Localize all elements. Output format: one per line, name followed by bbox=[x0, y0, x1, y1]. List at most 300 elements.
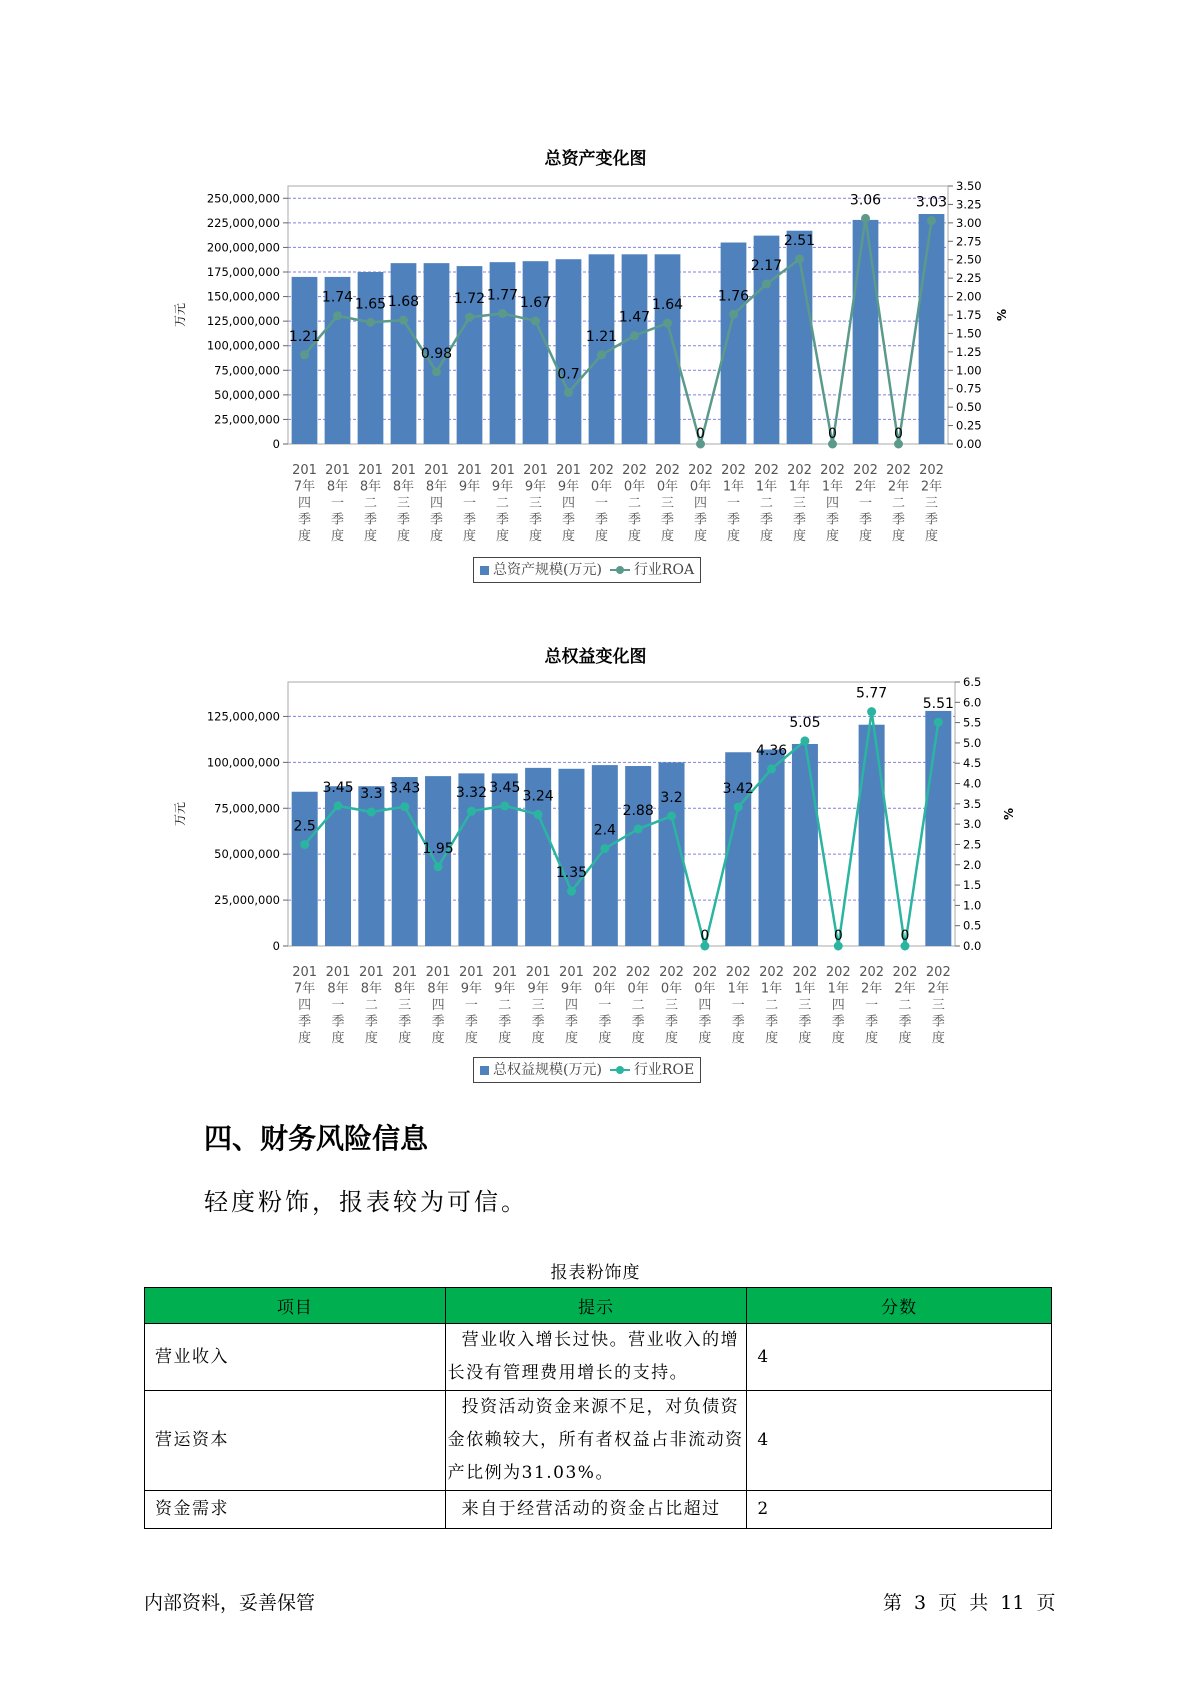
line-point bbox=[634, 825, 643, 834]
y2-tick-label: 2.5 bbox=[963, 837, 982, 852]
line-point bbox=[729, 310, 738, 319]
x-tick-label: 季 bbox=[598, 1014, 612, 1030]
line-point bbox=[734, 803, 743, 812]
x-tick-label: 度 bbox=[898, 1031, 912, 1046]
x-tick-label: 9年 bbox=[494, 981, 516, 997]
x-tick-label: 季 bbox=[297, 512, 312, 528]
y2-tick-label: 0.75 bbox=[956, 381, 982, 396]
x-tick-label: 度 bbox=[891, 529, 906, 544]
data-label: 3.45 bbox=[322, 779, 354, 796]
data-label: 5.05 bbox=[789, 714, 821, 731]
x-tick-label: 1年 bbox=[821, 479, 844, 495]
y-axis-title: 万元 bbox=[173, 302, 187, 328]
line-point bbox=[500, 801, 509, 810]
x-tick-label: 8年 bbox=[327, 981, 349, 997]
line-point bbox=[861, 214, 870, 223]
line-point bbox=[762, 280, 771, 289]
x-tick-label: 度 bbox=[429, 529, 444, 544]
x-tick-label: 二 bbox=[495, 496, 510, 511]
x-tick-label: 201 bbox=[392, 965, 418, 980]
section-paragraph: 轻度粉饰，报表较为可信。 bbox=[204, 1188, 528, 1216]
y2-tick-label: 0.0 bbox=[963, 939, 982, 953]
x-tick-label: 一 bbox=[858, 496, 873, 511]
x-tick-label: 季 bbox=[561, 512, 576, 528]
x-tick-label: 季 bbox=[528, 512, 543, 528]
line-point bbox=[934, 718, 943, 727]
y-tick-label: 75,000,000 bbox=[214, 363, 280, 378]
x-tick-label: 一 bbox=[462, 496, 477, 511]
x-tick-label: 季 bbox=[495, 512, 510, 528]
x-tick-label: 201 bbox=[523, 463, 548, 478]
data-label: 1.21 bbox=[585, 328, 618, 345]
y-tick-label: 125,000,000 bbox=[206, 709, 280, 724]
x-tick-label: 季 bbox=[665, 1014, 679, 1030]
x-tick-label: 季 bbox=[498, 1014, 512, 1030]
chart-total-equity bbox=[0, 668, 1191, 1058]
table-cell-score: 4 bbox=[747, 1391, 1052, 1491]
data-label: 0 bbox=[696, 426, 705, 442]
x-tick-label: 季 bbox=[464, 1014, 478, 1030]
x-tick-label: 季 bbox=[759, 512, 774, 528]
chart-title-total-equity: 总权益变化图 bbox=[544, 647, 647, 667]
x-tick-label: 季 bbox=[429, 512, 444, 528]
x-tick-label: 一 bbox=[331, 998, 345, 1013]
y2-tick-label: 1.5 bbox=[963, 878, 982, 893]
y-tick-label: 175,000,000 bbox=[206, 265, 280, 279]
x-tick-label: 一 bbox=[330, 496, 345, 511]
data-label: 1.76 bbox=[717, 288, 750, 305]
x-tick-label: 202 bbox=[892, 965, 918, 980]
table-header-row bbox=[145, 1288, 1052, 1324]
x-tick-label: 四 bbox=[693, 496, 708, 511]
x-tick-label: 1年 bbox=[727, 981, 749, 997]
y2-tick-label: 1.00 bbox=[956, 363, 982, 378]
x-tick-label: 202 bbox=[692, 965, 718, 980]
y2-tick-label: 0.5 bbox=[963, 918, 982, 933]
x-tick-label: 202 bbox=[754, 463, 779, 478]
table-row bbox=[145, 1491, 1052, 1529]
x-tick-label: 9年 bbox=[527, 981, 549, 997]
table-cell-hint: 来自于经营活动的资金占比超过 bbox=[445, 1491, 747, 1529]
x-tick-label: 0年 bbox=[590, 479, 613, 495]
data-label: 2.4 bbox=[593, 822, 616, 839]
bar bbox=[592, 765, 618, 946]
legend-label-total-assets: 总资产规模(万元) bbox=[493, 562, 602, 578]
line-point bbox=[795, 254, 804, 263]
x-tick-label: 201 bbox=[425, 965, 451, 980]
x-tick-label: 季 bbox=[431, 1014, 445, 1030]
x-tick-label: 度 bbox=[297, 529, 312, 544]
x-tick-label: 度 bbox=[330, 529, 345, 544]
y-tick-label: 75,000,000 bbox=[214, 801, 280, 816]
y2-tick-label: 2.25 bbox=[956, 271, 982, 286]
table-caption: 报表粉饰度 bbox=[550, 1263, 641, 1283]
y2-axis-title: % bbox=[995, 308, 1009, 322]
data-label: 1.77 bbox=[486, 287, 519, 304]
x-tick-label: 度 bbox=[364, 1031, 378, 1046]
x-tick-label: 度 bbox=[462, 529, 477, 544]
x-tick-label: 9年 bbox=[491, 479, 514, 495]
x-tick-label: 202 bbox=[589, 463, 614, 478]
y2-tick-label: 4.5 bbox=[963, 756, 982, 771]
x-tick-label: 二 bbox=[759, 496, 774, 511]
x-tick-label: 季 bbox=[831, 1014, 845, 1030]
x-tick-label: 201 bbox=[492, 965, 518, 980]
x-tick-label: 四 bbox=[431, 998, 445, 1013]
x-tick-label: 二 bbox=[364, 998, 378, 1013]
table-header-hint: 提示 bbox=[445, 1288, 747, 1324]
x-tick-label: 季 bbox=[798, 1014, 812, 1030]
bar bbox=[853, 220, 879, 444]
x-tick-label: 9年 bbox=[524, 479, 547, 495]
line-point bbox=[465, 313, 474, 322]
data-label: 3.43 bbox=[389, 780, 421, 797]
x-tick-label: 度 bbox=[765, 1031, 779, 1046]
data-label: 0 bbox=[894, 426, 903, 442]
x-tick-label: 8年 bbox=[425, 479, 448, 495]
data-label: 2.51 bbox=[783, 232, 816, 249]
x-tick-label: 202 bbox=[592, 965, 618, 980]
x-tick-label: 季 bbox=[693, 512, 708, 528]
bar bbox=[292, 277, 318, 444]
bar bbox=[859, 725, 885, 946]
line-point bbox=[399, 316, 408, 325]
y2-tick-label: 4.0 bbox=[963, 776, 982, 791]
y2-tick-label: 2.75 bbox=[956, 234, 982, 249]
line-point bbox=[467, 807, 476, 816]
data-label: 3.32 bbox=[455, 785, 488, 802]
x-tick-label: 四 bbox=[698, 998, 712, 1013]
y2-tick-label: 1.50 bbox=[956, 326, 982, 341]
table-cell-hint: 营业收入增长过快。营业收入的增长没有管理费用增长的支持。 bbox=[445, 1324, 747, 1391]
y2-tick-label: 3.25 bbox=[956, 197, 982, 212]
table-row bbox=[145, 1391, 1052, 1491]
legend-label-roe: 行业ROE bbox=[633, 1062, 695, 1078]
x-tick-label: 度 bbox=[924, 529, 939, 544]
x-tick-label: 度 bbox=[865, 1031, 879, 1046]
x-tick-label: 202 bbox=[919, 463, 944, 478]
x-tick-label: 202 bbox=[625, 965, 651, 980]
x-tick-label: 季 bbox=[858, 512, 873, 528]
data-label: 0.98 bbox=[420, 345, 453, 362]
x-tick-label: 1年 bbox=[722, 479, 745, 495]
y2-tick-label: 0.50 bbox=[956, 400, 982, 415]
x-tick-label: 2年 bbox=[860, 981, 883, 997]
line-point bbox=[432, 367, 441, 376]
x-tick-label: 201 bbox=[358, 463, 383, 478]
data-label: 0.7 bbox=[557, 366, 580, 383]
data-label: 1.35 bbox=[555, 865, 588, 882]
x-tick-label: 202 bbox=[792, 965, 818, 980]
x-tick-label: 201 bbox=[358, 965, 384, 980]
line-point bbox=[534, 810, 543, 819]
x-tick-label: 度 bbox=[731, 1031, 745, 1046]
x-tick-label: 季 bbox=[660, 512, 675, 528]
x-tick-label: 201 bbox=[292, 965, 318, 980]
y2-tick-label: 0.25 bbox=[956, 418, 982, 433]
line-point bbox=[300, 840, 309, 849]
y-tick-label: 100,000,000 bbox=[206, 338, 280, 353]
y-tick-label: 0 bbox=[272, 437, 280, 451]
data-label: 3.42 bbox=[722, 781, 754, 798]
data-label: 1.74 bbox=[321, 289, 354, 306]
data-label: 3.06 bbox=[849, 192, 882, 209]
x-tick-label: 1年 bbox=[755, 479, 778, 495]
bar bbox=[556, 259, 582, 444]
y2-tick-label: 3.50 bbox=[956, 179, 982, 193]
x-tick-label: 季 bbox=[398, 1014, 412, 1030]
x-tick-label: 四 bbox=[297, 496, 312, 511]
section-heading: 四、财务风险信息 bbox=[204, 1122, 429, 1155]
x-tick-label: 202 bbox=[787, 463, 812, 478]
data-label: 3.03 bbox=[915, 194, 948, 211]
x-tick-label: 2年 bbox=[920, 479, 943, 495]
x-tick-label: 季 bbox=[891, 512, 906, 528]
data-label: 0 bbox=[900, 928, 910, 944]
data-label: 1.72 bbox=[453, 291, 486, 308]
bar bbox=[721, 243, 747, 444]
x-tick-label: 季 bbox=[631, 1014, 645, 1030]
x-tick-label: 四 bbox=[429, 496, 444, 511]
x-tick-label: 季 bbox=[924, 512, 939, 528]
x-tick-label: 四 bbox=[831, 998, 845, 1013]
x-tick-label: 2年 bbox=[927, 981, 949, 997]
x-tick-label: 季 bbox=[898, 1014, 912, 1030]
x-tick-label: 8年 bbox=[359, 479, 382, 495]
x-tick-label: 202 bbox=[622, 463, 647, 478]
y-tick-label: 50,000,000 bbox=[214, 847, 280, 862]
y-tick-label: 150,000,000 bbox=[206, 289, 280, 304]
y2-tick-label: 3.5 bbox=[963, 796, 982, 811]
y2-tick-label: 1.0 bbox=[963, 898, 982, 913]
x-tick-label: 度 bbox=[298, 1031, 312, 1046]
x-tick-label: 一 bbox=[726, 496, 741, 511]
line-point bbox=[367, 807, 376, 816]
x-tick-label: 三 bbox=[931, 998, 945, 1013]
y2-tick-label: 2.0 bbox=[963, 857, 982, 872]
x-tick-label: 度 bbox=[431, 1031, 445, 1046]
x-tick-label: 季 bbox=[364, 1014, 378, 1030]
x-tick-label: 8年 bbox=[427, 981, 449, 997]
y2-tick-label: 3.0 bbox=[963, 817, 982, 832]
x-tick-label: 一 bbox=[598, 998, 612, 1013]
line-point bbox=[663, 319, 672, 328]
data-label: 2.88 bbox=[622, 803, 654, 820]
table-cell-score: 4 bbox=[747, 1324, 1052, 1391]
x-tick-label: 201 bbox=[325, 965, 351, 980]
x-tick-label: 季 bbox=[726, 512, 741, 528]
x-tick-label: 0年 bbox=[689, 479, 712, 495]
table-cell-item: 资金需求 bbox=[145, 1491, 446, 1529]
x-tick-label: 8年 bbox=[360, 981, 383, 997]
line-point bbox=[531, 316, 540, 325]
data-label: 3.24 bbox=[522, 788, 554, 805]
x-tick-label: 二 bbox=[631, 998, 645, 1013]
chart-title-total-assets: 总资产变化图 bbox=[544, 149, 647, 169]
x-tick-label: 8年 bbox=[394, 981, 416, 997]
bar bbox=[523, 261, 549, 444]
x-tick-label: 202 bbox=[688, 463, 713, 478]
x-tick-label: 季 bbox=[531, 1014, 545, 1030]
x-tick-label: 0年 bbox=[660, 981, 683, 997]
y2-tick-label: 6.5 bbox=[963, 675, 982, 689]
x-tick-label: 度 bbox=[398, 1031, 412, 1046]
x-tick-label: 度 bbox=[660, 529, 675, 544]
x-tick-label: 度 bbox=[561, 529, 576, 544]
y-tick-label: 100,000,000 bbox=[206, 755, 280, 770]
line-point bbox=[334, 801, 343, 810]
x-tick-label: 二 bbox=[891, 496, 906, 511]
legend-label-roa: 行业ROA bbox=[633, 562, 695, 578]
line-point bbox=[564, 388, 573, 397]
legend-swatch-bar bbox=[480, 1066, 489, 1075]
table-header-score: 分数 bbox=[747, 1288, 1052, 1324]
data-label: 1.21 bbox=[288, 328, 321, 345]
x-tick-label: 季 bbox=[765, 1014, 779, 1030]
x-tick-label: 三 bbox=[660, 496, 675, 511]
footer-confidential: 内部资料，妥善保管 bbox=[144, 1592, 316, 1614]
x-tick-label: 三 bbox=[798, 998, 812, 1013]
x-tick-label: 9年 bbox=[560, 981, 583, 997]
x-tick-label: 202 bbox=[825, 965, 851, 980]
data-label: 5.77 bbox=[856, 685, 888, 702]
y2-tick-label: 5.5 bbox=[963, 715, 982, 730]
x-tick-label: 四 bbox=[564, 998, 578, 1013]
x-tick-label: 二 bbox=[898, 998, 912, 1013]
x-tick-label: 201 bbox=[391, 463, 416, 478]
x-tick-label: 201 bbox=[556, 463, 581, 478]
table-header-item: 项目 bbox=[145, 1288, 446, 1324]
x-tick-label: 度 bbox=[931, 1031, 945, 1046]
y2-tick-label: 0.00 bbox=[956, 437, 982, 451]
y2-tick-label: 2.50 bbox=[956, 252, 982, 267]
x-tick-label: 度 bbox=[759, 529, 774, 544]
bar bbox=[625, 766, 651, 946]
x-tick-label: 二 bbox=[498, 998, 512, 1013]
x-tick-label: 8年 bbox=[392, 479, 415, 495]
x-tick-label: 一 bbox=[594, 496, 609, 511]
x-tick-label: 三 bbox=[665, 998, 679, 1013]
data-label: 1.65 bbox=[354, 296, 387, 313]
y-tick-label: 125,000,000 bbox=[206, 314, 280, 329]
x-tick-label: 季 bbox=[627, 512, 642, 528]
x-tick-label: 度 bbox=[396, 529, 411, 544]
x-tick-label: 三 bbox=[398, 998, 412, 1013]
chart-legend-equity bbox=[473, 1057, 701, 1083]
x-tick-label: 度 bbox=[792, 529, 807, 544]
table-row bbox=[145, 1324, 1052, 1391]
line-point bbox=[434, 862, 443, 871]
data-label: 0 bbox=[833, 928, 843, 944]
x-tick-label: 度 bbox=[531, 1031, 545, 1046]
x-tick-label: 度 bbox=[831, 1031, 845, 1046]
x-tick-label: 度 bbox=[825, 529, 840, 544]
x-tick-label: 202 bbox=[925, 965, 951, 980]
line-point bbox=[333, 311, 342, 320]
x-tick-label: 度 bbox=[798, 1031, 812, 1046]
x-tick-label: 201 bbox=[525, 965, 551, 980]
x-tick-label: 度 bbox=[726, 529, 741, 544]
x-tick-label: 季 bbox=[825, 512, 840, 528]
line-point bbox=[597, 350, 606, 359]
x-tick-label: 度 bbox=[627, 529, 642, 544]
bar bbox=[292, 792, 318, 946]
x-tick-label: 9年 bbox=[458, 479, 481, 495]
x-tick-label: 季 bbox=[462, 512, 477, 528]
data-label: 1.64 bbox=[651, 297, 684, 314]
bar bbox=[492, 773, 518, 946]
y2-tick-label: 2.00 bbox=[956, 289, 982, 304]
table-cell-item: 营运资本 bbox=[145, 1391, 446, 1491]
x-tick-label: 201 bbox=[559, 965, 584, 980]
x-tick-label: 201 bbox=[292, 463, 317, 478]
line-point bbox=[667, 812, 676, 821]
y-tick-label: 200,000,000 bbox=[206, 240, 280, 255]
x-tick-label: 季 bbox=[931, 1014, 945, 1030]
line-point bbox=[498, 309, 507, 318]
y2-tick-label: 3.00 bbox=[956, 215, 982, 230]
legend-swatch-line bbox=[610, 569, 630, 571]
x-tick-label: 度 bbox=[631, 1031, 645, 1046]
line-point bbox=[800, 736, 809, 745]
bar bbox=[425, 776, 451, 946]
data-label: 3.45 bbox=[489, 779, 521, 796]
x-tick-label: 二 bbox=[363, 496, 378, 511]
bar bbox=[925, 711, 951, 946]
x-tick-label: 季 bbox=[792, 512, 807, 528]
data-label: 3.3 bbox=[360, 785, 383, 802]
x-tick-label: 9年 bbox=[557, 479, 580, 495]
x-tick-label: 三 bbox=[792, 496, 807, 511]
bar bbox=[391, 263, 417, 444]
x-tick-label: 四 bbox=[561, 496, 576, 511]
x-tick-label: 202 bbox=[721, 463, 746, 478]
x-tick-label: 202 bbox=[886, 463, 911, 478]
x-tick-label: 201 bbox=[459, 965, 484, 980]
line-point bbox=[767, 764, 776, 773]
line-point bbox=[867, 707, 876, 716]
x-tick-label: 季 bbox=[865, 1014, 879, 1030]
data-label: 1.67 bbox=[519, 294, 552, 311]
x-tick-label: 9年 bbox=[460, 981, 483, 997]
x-tick-label: 1年 bbox=[794, 981, 816, 997]
x-tick-label: 三 bbox=[924, 496, 939, 511]
y-tick-label: 25,000,000 bbox=[214, 893, 280, 908]
x-tick-label: 度 bbox=[693, 529, 708, 544]
x-tick-label: 度 bbox=[698, 1031, 712, 1046]
x-tick-label: 0年 bbox=[623, 479, 646, 495]
legend-label-total-equity: 总权益规模(万元) bbox=[493, 1062, 602, 1078]
x-tick-label: 7年 bbox=[294, 981, 316, 997]
data-label: 1.68 bbox=[387, 294, 420, 311]
x-tick-label: 二 bbox=[627, 496, 642, 511]
x-tick-label: 202 bbox=[859, 965, 885, 980]
y-axis-title: 万元 bbox=[173, 801, 187, 827]
x-tick-label: 0年 bbox=[594, 981, 616, 997]
x-tick-label: 季 bbox=[363, 512, 378, 528]
bar bbox=[792, 744, 818, 946]
x-tick-label: 季 bbox=[594, 512, 609, 528]
x-tick-label: 8年 bbox=[326, 479, 349, 495]
line-point bbox=[927, 216, 936, 225]
line-point bbox=[400, 802, 409, 811]
x-tick-label: 季 bbox=[298, 1014, 312, 1030]
data-label: 4.36 bbox=[755, 742, 788, 759]
x-tick-label: 0年 bbox=[627, 981, 649, 997]
x-tick-label: 四 bbox=[825, 496, 840, 511]
bar bbox=[558, 769, 584, 946]
x-tick-label: 201 bbox=[424, 463, 449, 478]
